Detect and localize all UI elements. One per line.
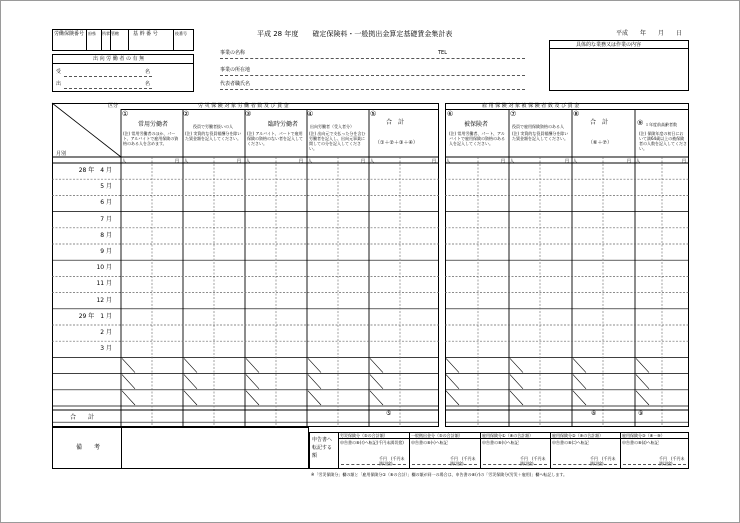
slash-mark [370, 391, 383, 405]
slash-mark [446, 375, 459, 389]
month-label: 12 月 [96, 296, 112, 304]
summary-header: 労災保険分（⑤の合計額） [340, 433, 388, 438]
slash-mark [510, 358, 523, 372]
slash-mark [246, 391, 259, 405]
remarks-label: 備 考 [76, 444, 101, 451]
insurance-number-label: 労働保険番号 [54, 31, 85, 37]
summary-header: 雇用保険分①（⑧の合計額） [482, 433, 534, 438]
slash-mark [246, 358, 259, 372]
col8-title: 合 計 [590, 119, 609, 126]
summary-side-label: 申告書へ転記する額 [312, 437, 333, 459]
col3-title: 臨時労働者 [268, 121, 299, 128]
unit-persons: 人 [308, 158, 312, 163]
unit-yen: 円 [682, 158, 686, 163]
slash-mark [184, 358, 197, 372]
corner-diagonal [52, 103, 121, 157]
slash-mark [510, 391, 523, 405]
summary-subheader: 申告書の⑧(ﾎ)へ転記 [622, 440, 659, 445]
slash-mark [308, 375, 321, 389]
summary-unit: 千円 (千円未満切捨) [520, 456, 546, 466]
month-label: 9 月 [100, 248, 112, 255]
summary-unit: 千円 (千円未満切捨) [590, 456, 616, 466]
summary-subheader: 申告書の⑧(ﾊ)へ転記 [482, 440, 519, 445]
col4-title: 出向労働者（受入者分） [310, 124, 354, 129]
district-label: 管轄 [111, 31, 119, 36]
col6-number: ⑥ [447, 110, 454, 118]
tel-label: TEL [438, 50, 447, 56]
col3-note: (注) アルバイト、パートで雇用保険の資格のない者を記入してください。 [247, 131, 303, 146]
unit-yen: 円 [299, 158, 303, 163]
col9-title: １年度前高齢者数 [645, 122, 677, 127]
summary-header: 一般拠出金分（⑤の合計額） [411, 433, 463, 438]
slash-mark [573, 391, 586, 405]
summary-unit: 千円 (千円未満切捨) [659, 456, 685, 466]
slash-mark [122, 358, 135, 372]
slash-mark [122, 391, 135, 405]
unit-persons: 人 [122, 158, 126, 163]
col1-number: ① [122, 110, 129, 118]
col1-title: 常用労働者 [138, 121, 169, 128]
month-label: 2 月 [100, 329, 112, 336]
unit-yen: 円 [175, 158, 179, 163]
summary-subheader: 申告書の⑧(ﾆ)へ転記 [552, 440, 589, 445]
month-label: 3 月 [100, 345, 112, 353]
summary-subheader: 申告書の⑧(ﾍ)へ転記 [411, 440, 448, 445]
total-marker-5: ⑤ [386, 410, 392, 417]
business-address-label: 事業の所在地 [220, 67, 251, 73]
month-corner-label: 月別 [56, 151, 67, 157]
slash-mark [184, 391, 197, 405]
unit-persons: 人 [184, 158, 188, 163]
col8-note: （⑥＋⑦） [588, 140, 612, 146]
slash-mark [370, 358, 383, 372]
employment-section-title: 雇 用 保 険 対 象 被 保 険 者 数 及 び 賃 金 [482, 103, 580, 109]
unit-persons: 人 [446, 158, 450, 163]
col5-title: 合 計 [386, 119, 405, 126]
unit-yen: 円 [501, 158, 505, 163]
dispatch-title: 出 向 労 働 者 の 有 無 [93, 56, 145, 62]
total-label: 合 計 [70, 414, 95, 421]
slash-mark [308, 358, 321, 372]
unit-persons: 人 [510, 158, 514, 163]
col6-note: (注) 常用労働者、パート、アルバイトで雇用保険の資格のある人を記入してください。 [449, 131, 505, 146]
unit-yen: 円 [565, 158, 569, 163]
form-title: 平成 28 年度 確定保険料・一般拠出金算定基礎賃金集計表 [257, 30, 453, 38]
dispatch-receive-label: 受 [56, 69, 62, 75]
base-number-label: 基 幹 番 号 [133, 31, 158, 37]
col3-number: ③ [245, 110, 252, 118]
col5-number: ⑤ [370, 110, 377, 118]
slash-mark [246, 375, 259, 389]
col6-title: 被保険者 [464, 121, 489, 128]
slash-mark [510, 375, 523, 389]
col7-number: ⑦ [510, 110, 517, 118]
slash-mark [573, 358, 586, 372]
unit-persons: 人 [246, 158, 250, 163]
slash-mark [308, 391, 321, 405]
footnote: ※「労災保険分」欄の額と「雇用保険分①（⑧の合計）」欄の額が同一の場合は、申告書の⑧(ｲ)の「労災保険分(労災＋雇用)」欄へ転記します。 [311, 472, 568, 477]
branch-number-label: 枝番号 [175, 31, 187, 36]
unit-persons: 人 [636, 158, 640, 163]
col1-note: (注) 常用労働者のほか、パート、アルバイトで雇用保険の資格のある人を含めます。 [123, 131, 179, 146]
month-label: 29 年 1 月 [78, 312, 112, 320]
total-marker-9: ⑨ [638, 410, 644, 417]
dispatch-send-unit: 名 [145, 81, 151, 87]
slash-mark [122, 375, 135, 389]
month-label: 28 年 4 月 [78, 167, 112, 174]
col4-number: ④ [307, 110, 314, 118]
prefecture-label: 府県 [88, 31, 96, 36]
month-label: 11 月 [96, 280, 112, 288]
unit-yen: 円 [237, 158, 241, 163]
col9-note: (注) 保険年度の初日において満64歳以上の被保険者の人数を記入してください。 [639, 131, 687, 151]
date-label: 平成 年 月 日 [616, 30, 683, 37]
col2-title: 役員で労働者扱いの人 [193, 124, 233, 129]
unit-yen: 円 [627, 158, 631, 163]
slash-mark [636, 375, 649, 389]
unit-yen: 円 [361, 158, 365, 163]
summary-unit: 千円 (千円未満切捨) [450, 456, 476, 466]
unit-persons: 人 [573, 158, 577, 163]
col7-note: (注) 実質的な役員報酬分を除いた賃金額を記入してください。 [512, 131, 569, 141]
dispatch-receive-unit: 名 [145, 69, 151, 75]
slash-mark [184, 375, 197, 389]
business-name-label: 事業の名称 [220, 50, 246, 56]
month-label: 7 月 [100, 215, 112, 223]
slash-mark [573, 375, 586, 389]
month-label: 6 月 [100, 199, 112, 207]
col5-note: （①＋②＋③＋④） [375, 140, 418, 146]
dispatch-send-label: 出 [56, 81, 62, 87]
summary-subheader: 申告書の⑧(ｲ)へ転記(千円未満切捨) [340, 440, 404, 445]
category-corner-label: 区分 [108, 103, 119, 109]
month-label: 10 月 [96, 264, 112, 272]
slash-mark [636, 391, 649, 405]
slash-mark [446, 391, 459, 405]
work-content-title: 具体的な業務又は作業の内容 [576, 42, 642, 48]
summary-header: 雇用保険分②（⑨の合計額） [552, 433, 604, 438]
col2-number: ② [183, 110, 190, 118]
col8-number: ⑧ [573, 110, 580, 118]
representative-label: 代表者職氏名 [220, 81, 251, 87]
month-label: 8 月 [100, 231, 112, 239]
jurisdiction-label: 所掌 [102, 31, 110, 36]
summary-header: 雇用保険分③（⑧－⑨） [622, 433, 665, 438]
total-marker-8: ⑧ [591, 410, 597, 417]
slash-mark [636, 358, 649, 372]
col7-title: 役員で雇用保険資格のある人 [512, 124, 564, 129]
slash-mark [370, 375, 383, 389]
col4-note: (注) 出向元で支払った分を含む労働者を記入し、出向元事業に関しての分を記入してください。 [309, 131, 366, 151]
col9-number: ⑨ [637, 119, 644, 127]
month-label: 5 月 [100, 183, 112, 191]
unit-persons: 人 [370, 158, 374, 163]
col2-note: (注) 実質的な役員報酬分を除いた賃金額を記入してください。 [185, 131, 242, 141]
workers-comp-section-title: 労 災 保 険 対 象 労 働 者 数 及 び 賃 金 [198, 103, 289, 109]
slash-mark [446, 358, 459, 372]
unit-yen: 円 [432, 158, 436, 163]
summary-unit: 千円 (千円未満切捨) [379, 456, 405, 466]
